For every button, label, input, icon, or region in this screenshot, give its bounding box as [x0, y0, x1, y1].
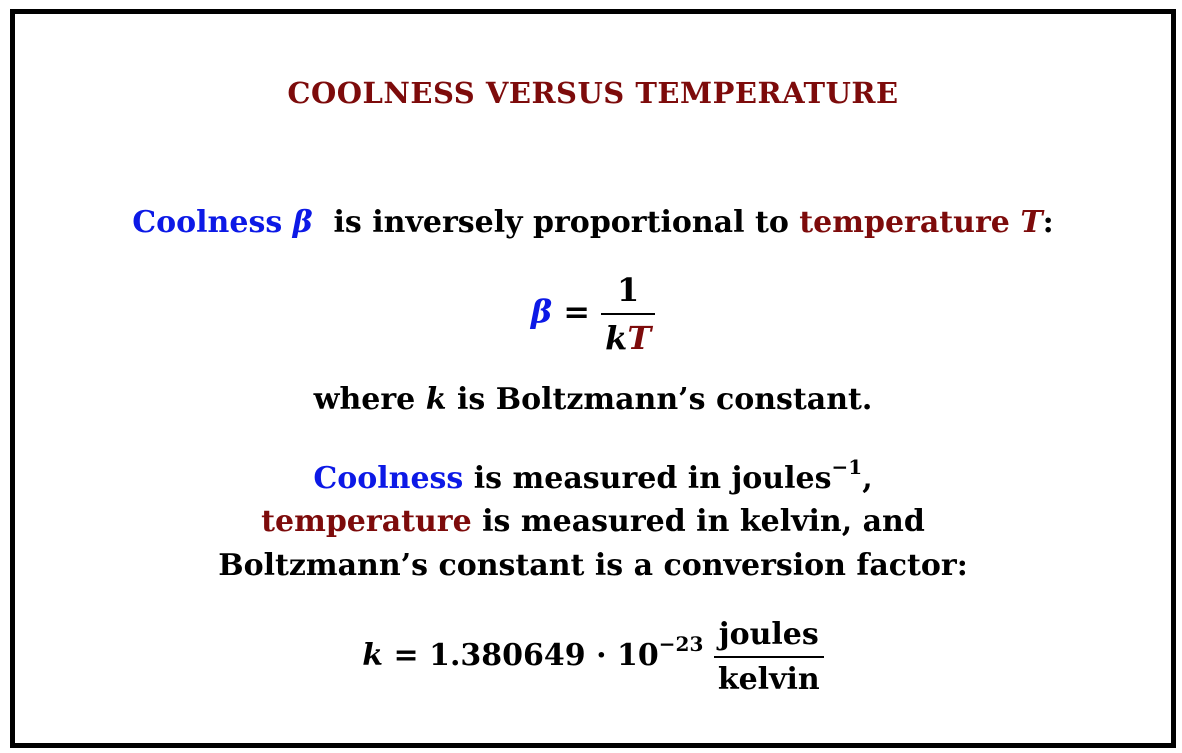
mantissa: 1.380649 · 10 — [429, 638, 659, 673]
fraction-denominator — [601, 315, 655, 357]
exponent: −23 — [658, 632, 704, 656]
units-temperature: temperature — [261, 504, 472, 539]
slide-title: COOLNESS VERSUS TEMPERATURE — [287, 76, 899, 110]
units-line1-rest: is measured in joules — [473, 461, 832, 496]
units-line2-rest: is measured in kelvin, and — [482, 504, 925, 539]
where-k: k — [425, 382, 447, 417]
units-exponent: −1 — [831, 455, 863, 479]
beta-lhs: β — [530, 292, 553, 331]
coolness-word: Coolness — [132, 205, 283, 240]
units-line-2 — [15, 504, 1171, 539]
slide-frame — [10, 9, 1176, 748]
statement-colon: : — [1042, 205, 1054, 240]
beta-symbol: β — [292, 205, 313, 240]
statement-line — [15, 205, 1171, 240]
beta-formula — [15, 271, 1171, 357]
boltzmann-formula — [15, 617, 1171, 697]
temperature-word: temperature — [799, 205, 1010, 240]
units-line-3: Boltzmann’s constant is a conversion factor: — [218, 548, 968, 583]
t-symbol: T — [1020, 205, 1043, 240]
equals-sign-2: = — [393, 638, 419, 673]
where-line — [15, 382, 1171, 417]
where-post: is Boltzmann’s constant. — [456, 382, 873, 417]
units-line-1 — [15, 455, 1171, 496]
den-k: k — [605, 319, 628, 357]
unit-denominator: kelvin — [717, 662, 820, 697]
unit-fraction — [714, 617, 824, 697]
units-comma: , — [862, 461, 873, 496]
fraction — [601, 271, 655, 357]
den-t: T — [627, 319, 652, 357]
where-pre: where — [313, 382, 416, 417]
units-coolness: Coolness — [313, 461, 464, 496]
fraction-numerator: 1 — [601, 271, 655, 315]
statement-middle: is inversely proportional to — [333, 205, 789, 240]
unit-numerator: joules — [714, 617, 824, 658]
k-lhs: k — [362, 638, 384, 673]
equals-sign: = — [563, 292, 591, 331]
